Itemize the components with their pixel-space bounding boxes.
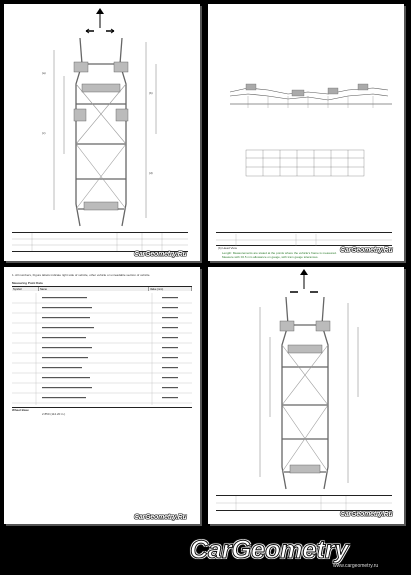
- svg-text:(b): (b): [149, 91, 153, 95]
- footer-value: 2 850 (112.20 in.): [42, 412, 66, 416]
- page-frame-top-view-1: [4, 4, 200, 261]
- frame-legend-table-2: [216, 495, 392, 511]
- side-legend-table: [216, 232, 392, 246]
- brand-domain: www.cargeometry.ru: [333, 563, 379, 569]
- frame-diagram-2: [208, 267, 404, 524]
- note-2: Measure with ±0.5 mm allowance on gauge, with tram gauge tolerances.: [222, 255, 319, 259]
- page-frame-side-view: [208, 4, 404, 261]
- col-name: Name: [39, 287, 149, 291]
- watermark: CarGeometry.Ru: [340, 247, 393, 254]
- frame-diagram: [4, 4, 200, 261]
- col-symbol: Symbol: [12, 287, 39, 291]
- measuring-table: [12, 286, 192, 435]
- intro-text: 1. All numbers, Figure labels indicate right side of vehicle, other vehicle or unreadable section of vehicle.: [12, 273, 151, 277]
- svg-text:(c): (c): [42, 131, 46, 135]
- col-value: Value (mm): [149, 287, 192, 291]
- side-view-diagram: [208, 4, 404, 261]
- svg-text:(d): (d): [149, 171, 153, 175]
- page-frame-top-view-2: [208, 267, 404, 524]
- footer-label: Wheel Base: [12, 408, 29, 412]
- note-1: Length: Measurements are stated at the points where the vehicle's frame is measured.: [222, 251, 337, 255]
- brand-logo: CarGeometry: [190, 536, 349, 564]
- watermark: CarGeometry.Ru: [134, 251, 187, 258]
- watermark: CarGeometry.Ru: [340, 511, 393, 518]
- frame-legend-table: [12, 232, 188, 252]
- watermark: CarGeometry.Ru: [134, 514, 187, 521]
- page-measuring-points: [4, 267, 200, 524]
- section-title: Measuring Point Data: [12, 281, 43, 285]
- side-view-label: (b) Head View: [218, 246, 237, 250]
- svg-text:(a): (a): [42, 71, 46, 75]
